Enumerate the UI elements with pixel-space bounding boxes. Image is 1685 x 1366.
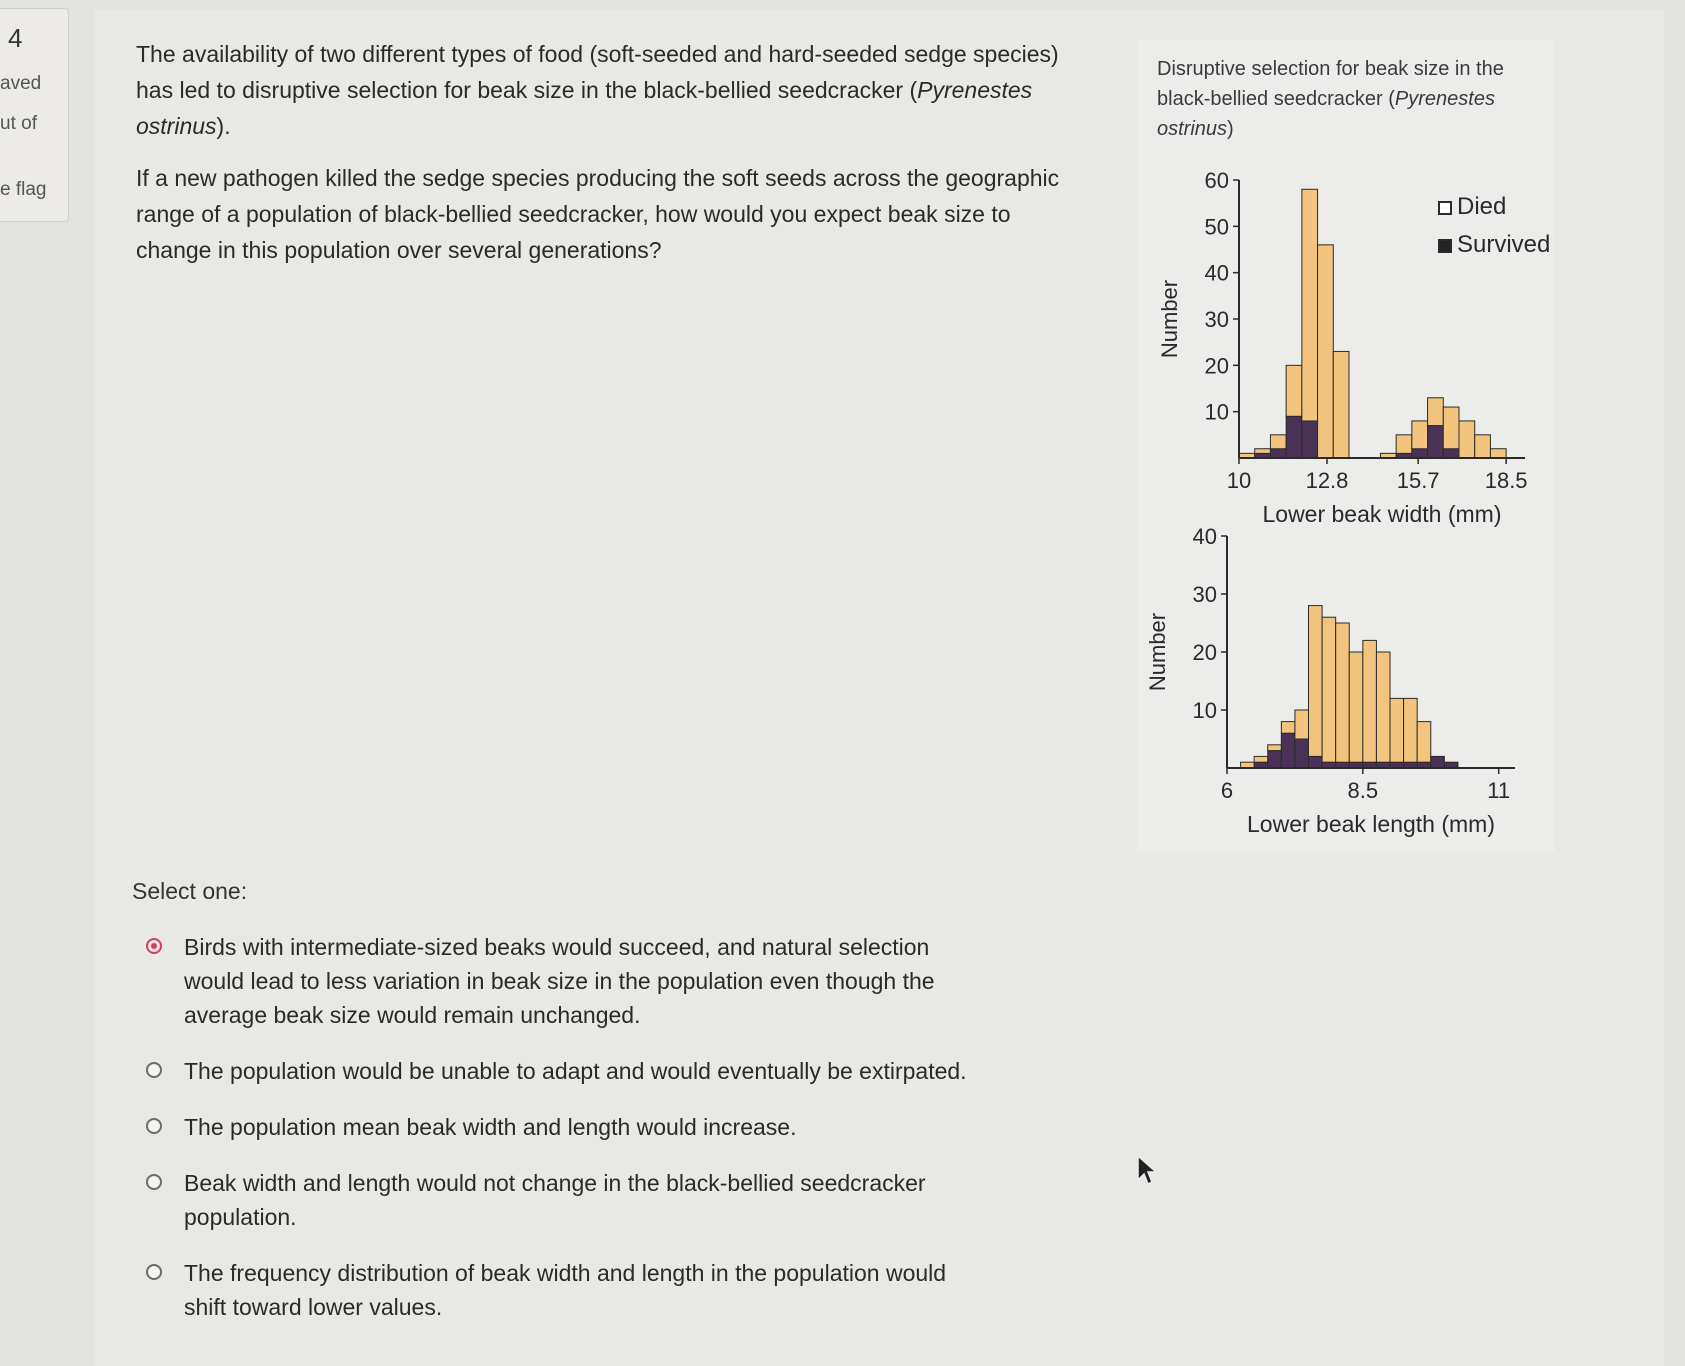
question-number: 4: [8, 23, 23, 53]
died-bar: [1309, 606, 1323, 757]
radio-button[interactable]: [146, 1062, 162, 1078]
died-bar: [1281, 722, 1295, 734]
question-paragraph-1: The availability of two different types of food (soft-seeded and hard-seeded sedge species) has led to disruptive selection for beak size in the black-bellied seedcracker (Pyrenestes ostrinus).: [136, 41, 1059, 139]
died-bar: [1255, 449, 1271, 454]
y-axis-label: Number: [1157, 279, 1182, 359]
died-bar: [1302, 189, 1318, 421]
survived-bar: [1443, 449, 1459, 458]
y-tick-label: 50: [1204, 214, 1229, 240]
answer-option-3[interactable]: [140, 1110, 980, 1144]
figure-panel: [1137, 40, 1555, 852]
y-tick-label: 40: [1192, 524, 1217, 549]
survived-bar: [1270, 449, 1286, 458]
died-bar: [1336, 623, 1350, 762]
survived-bar: [1286, 416, 1302, 458]
option-label: Beak width and length would not change in the black-bellied seedcracker population.: [184, 1170, 926, 1230]
question-info-panel: [0, 8, 69, 222]
died-bar: [1390, 698, 1404, 762]
y-axis-label: Number: [1145, 612, 1170, 692]
legend-survived-swatch: [1439, 240, 1451, 252]
answer-option-2[interactable]: [140, 1054, 980, 1088]
x-tick-label: 8.5: [1347, 778, 1379, 803]
y-tick-label: 10: [1204, 399, 1229, 425]
survived-bar: [1428, 426, 1444, 458]
x-tick-label: 11: [1487, 778, 1511, 803]
y-tick-label: 20: [1204, 353, 1229, 379]
died-bar: [1417, 722, 1431, 763]
died-bar: [1376, 652, 1390, 762]
legend-survived-label: Survived: [1457, 231, 1551, 258]
saved-status: aved: [0, 73, 42, 94]
radio-button[interactable]: [146, 1264, 162, 1280]
select-one-label: Select one:: [132, 878, 248, 904]
answer-option-5[interactable]: [140, 1256, 980, 1324]
species-name: Pyrenestes ostrinus: [136, 77, 1033, 139]
question-text: [136, 36, 1086, 284]
y-tick-label: 20: [1192, 640, 1217, 665]
died-bar: [1459, 421, 1475, 458]
option-label: Birds with intermediate-sized beaks would succeed, and natural selection would lead to less variation in beak size in the population even though the average beak size would remain unchanged.: [184, 934, 935, 1028]
answer-options: [140, 930, 980, 1346]
y-tick-label: 10: [1192, 698, 1217, 723]
died-bar: [1404, 698, 1418, 762]
option-label: The population would be unable to adapt and would eventually be extirpated.: [184, 1058, 967, 1084]
radio-button[interactable]: [146, 1118, 162, 1134]
legend-died-label: Died: [1457, 193, 1507, 220]
y-tick-label: 30: [1192, 582, 1217, 607]
x-tick-label: 10: [1226, 468, 1252, 493]
x-tick-label: 18.5: [1484, 468, 1528, 493]
died-bar: [1363, 640, 1377, 762]
survived-bar: [1268, 751, 1282, 768]
radio-button[interactable]: [146, 1174, 162, 1190]
survived-bar: [1309, 756, 1323, 768]
answer-option-4[interactable]: [140, 1166, 980, 1234]
x-tick-label: 15.7: [1396, 468, 1440, 493]
mouse-pointer-icon: [1136, 1154, 1158, 1188]
radio-button[interactable]: [146, 938, 162, 954]
survived-bar: [1295, 739, 1309, 768]
died-bar: [1475, 435, 1491, 458]
y-tick-label: 40: [1204, 260, 1229, 286]
died-bar: [1412, 421, 1428, 449]
answer-option-1[interactable]: [140, 930, 980, 1032]
y-tick-label: 60: [1204, 168, 1229, 193]
survived-bar: [1302, 421, 1318, 458]
died-bar: [1333, 351, 1349, 458]
died-bar: [1349, 652, 1363, 762]
survived-bar: [1431, 756, 1445, 768]
beak-size-histograms: [1137, 40, 1555, 852]
legend-died-swatch: [1439, 202, 1451, 214]
figure-caption: Disruptive selection for beak size in the black-bellied seedcracker (Pyrenestes ostrinus): [1157, 58, 1504, 140]
flag-question-link[interactable]: e flag: [0, 179, 47, 200]
died-bar: [1428, 398, 1444, 426]
died-bar: [1268, 745, 1282, 751]
died-bar: [1318, 245, 1334, 458]
died-bar: [1396, 435, 1412, 454]
died-bar: [1443, 407, 1459, 449]
option-label: The population mean beak width and length would increase.: [184, 1114, 797, 1140]
died-bar: [1490, 449, 1506, 458]
x-tick-label: 6: [1220, 778, 1234, 803]
option-label: The frequency distribution of beak width and length in the population would shift toward lower values.: [184, 1260, 947, 1320]
marks-status: ut of: [0, 113, 37, 134]
survived-bar: [1412, 449, 1428, 458]
x-axis-label: Lower beak width (mm): [1262, 501, 1502, 527]
died-bar: [1322, 617, 1336, 762]
x-axis-label: Lower beak length (mm): [1247, 811, 1495, 837]
died-bar: [1295, 710, 1309, 739]
survived-bar: [1281, 733, 1295, 768]
died-bar: [1286, 365, 1302, 416]
question-paragraph-2: If a new pathogen killed the sedge species producing the soft seeds across the geographic range of a population of black-bellied seedcracker, how would you expect beak size to change in this population over several generations?: [136, 165, 1060, 263]
x-tick-label: 12.8: [1305, 468, 1349, 493]
y-tick-label: 30: [1204, 307, 1229, 332]
died-bar: [1254, 756, 1268, 762]
died-bar: [1270, 435, 1286, 449]
